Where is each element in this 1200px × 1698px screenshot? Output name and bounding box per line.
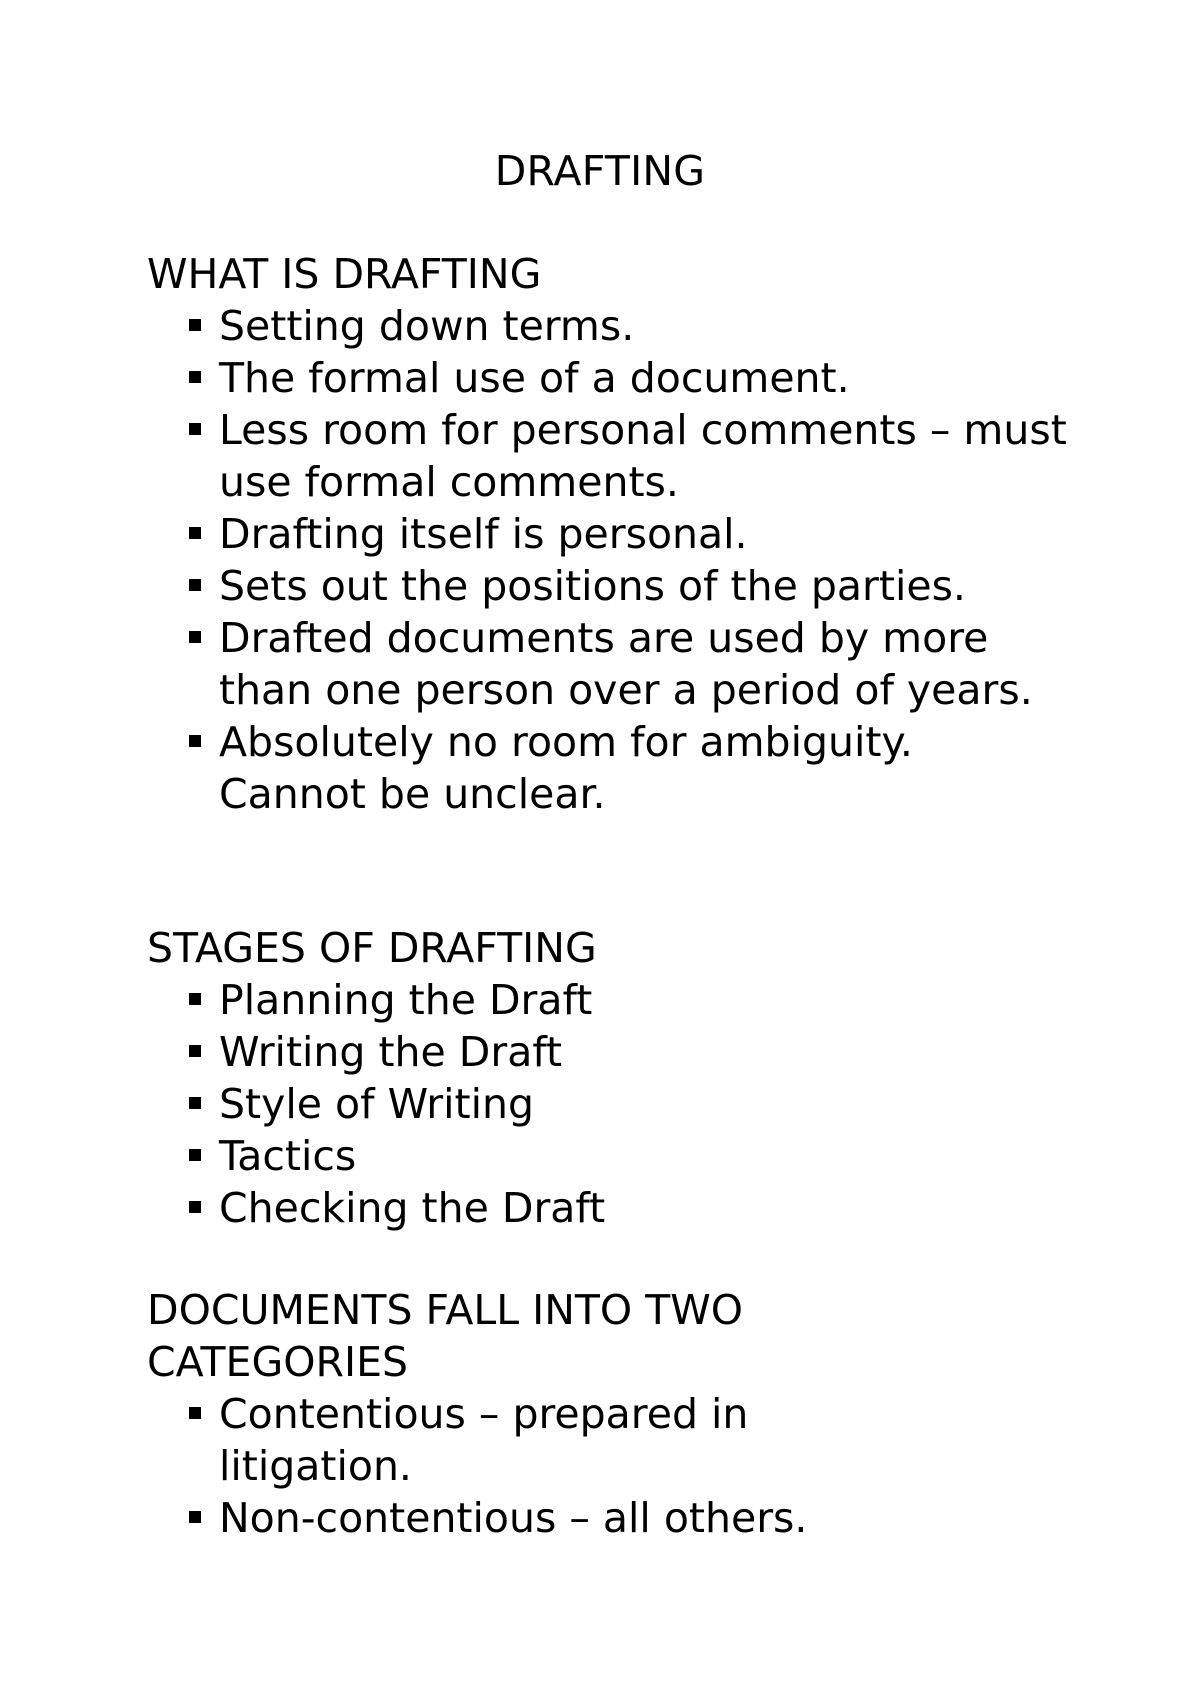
list-item-text: Drafted documents are used by more than one person over a period of years. bbox=[219, 614, 1033, 714]
section-heading: STAGES OF DRAFTING bbox=[147, 924, 597, 972]
list-item-text: Tactics bbox=[219, 1132, 357, 1180]
list-item bbox=[147, 352, 1067, 404]
list-item-text: Non-contentious – all others. bbox=[219, 1494, 808, 1542]
list-item bbox=[147, 1130, 1067, 1182]
list-item bbox=[147, 612, 1067, 716]
list-item-text: Absolutely no room for ambiguity. Cannot be unclear. bbox=[219, 718, 913, 818]
section-heading: WHAT IS DRAFTING bbox=[147, 250, 542, 298]
list-item bbox=[147, 974, 1067, 1026]
list-item-text: Sets out the positions of the parties. bbox=[219, 562, 966, 610]
square-bullet-icon bbox=[189, 579, 201, 591]
list-item bbox=[147, 300, 1067, 352]
square-bullet-icon bbox=[189, 527, 201, 539]
list-item bbox=[147, 716, 1067, 820]
section-stages-of-drafting bbox=[147, 922, 1067, 1234]
bullet-list bbox=[147, 1388, 907, 1544]
list-item bbox=[147, 1492, 907, 1544]
square-bullet-icon bbox=[189, 631, 201, 643]
square-bullet-icon bbox=[189, 423, 201, 435]
list-item-text: The formal use of a document. bbox=[219, 354, 850, 402]
section-heading: DOCUMENTS FALL INTO TWO CATEGORIES bbox=[147, 1286, 744, 1386]
bullet-list bbox=[147, 300, 1067, 820]
square-bullet-icon bbox=[189, 371, 201, 383]
section-document-categories bbox=[147, 1284, 907, 1544]
section-what-is-drafting bbox=[147, 248, 1067, 820]
list-item-text: Contentious – prepared in litigation. bbox=[219, 1390, 749, 1490]
list-item-text: Setting down terms. bbox=[219, 302, 635, 350]
list-item-text: Style of Writing bbox=[219, 1080, 534, 1128]
list-item bbox=[147, 1026, 1067, 1078]
square-bullet-icon bbox=[189, 1045, 201, 1057]
square-bullet-icon bbox=[189, 735, 201, 747]
bullet-list bbox=[147, 974, 1067, 1234]
square-bullet-icon bbox=[189, 319, 201, 331]
square-bullet-icon bbox=[189, 1407, 201, 1419]
square-bullet-icon bbox=[189, 1511, 201, 1523]
list-item bbox=[147, 404, 1067, 508]
list-item-text: Drafting itself is personal. bbox=[219, 510, 748, 558]
list-item-text: Writing the Draft bbox=[219, 1028, 563, 1076]
list-item bbox=[147, 1182, 1067, 1234]
list-item-text: Checking the Draft bbox=[219, 1184, 606, 1232]
list-item-text: Less room for personal comments – must use formal comments. bbox=[219, 406, 1067, 506]
list-item bbox=[147, 560, 1067, 612]
list-item bbox=[147, 508, 1067, 560]
list-item bbox=[147, 1388, 907, 1492]
square-bullet-icon bbox=[189, 993, 201, 1005]
list-item bbox=[147, 1078, 1067, 1130]
square-bullet-icon bbox=[189, 1149, 201, 1161]
list-item-text: Planning the Draft bbox=[219, 976, 593, 1024]
square-bullet-icon bbox=[189, 1097, 201, 1109]
square-bullet-icon bbox=[189, 1201, 201, 1213]
page-title: DRAFTING bbox=[494, 147, 706, 195]
